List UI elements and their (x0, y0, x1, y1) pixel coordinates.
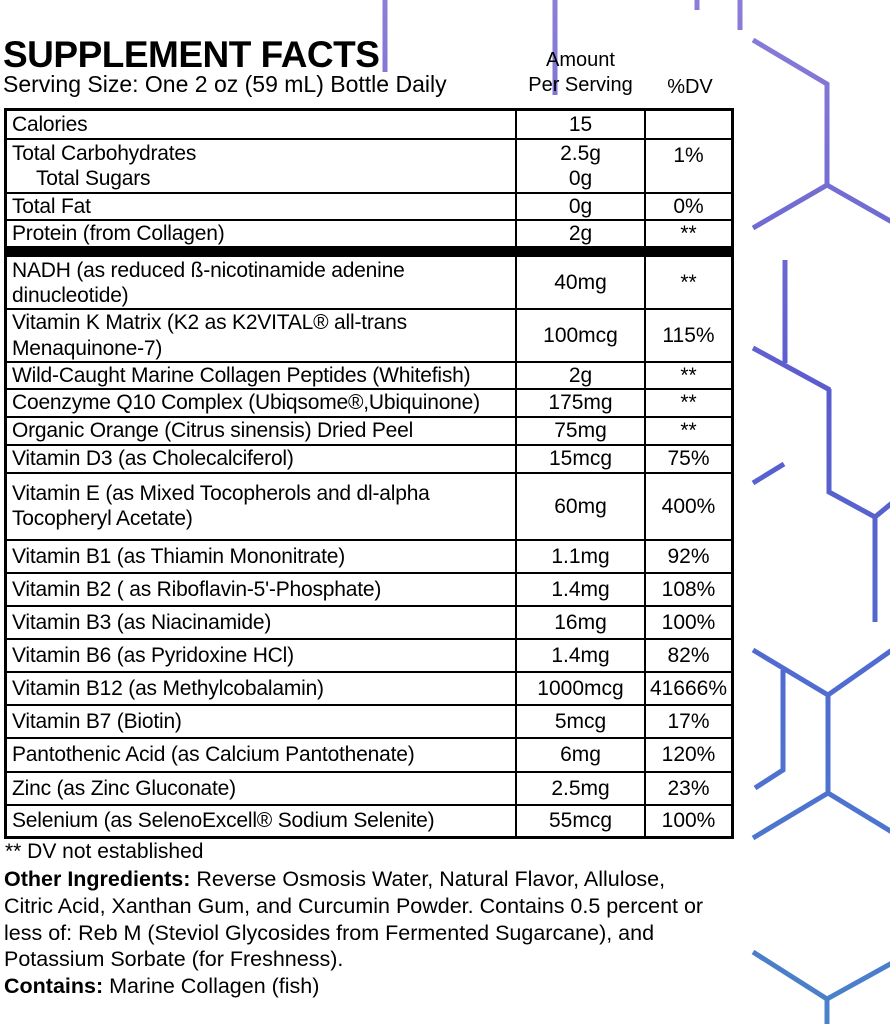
nutrient-amount: 2g (515, 221, 644, 246)
nutrient-name: Vitamin D3 (as Cholecalciferol) (12, 447, 294, 471)
nutrient-dv: 115% (644, 310, 731, 360)
nutrient-amount: 15 (515, 111, 644, 138)
nutrient-dv: ** (644, 363, 731, 388)
nutrient-amount: 60mg (515, 474, 644, 539)
nutrient-amount: 5mcg (515, 706, 644, 737)
nutrient-amount: 1000mcg (515, 673, 644, 704)
nutrient-dv: 108% (644, 574, 731, 605)
nutrient-name: Total Fat (12, 195, 91, 218)
allergen-statement (4, 973, 710, 1000)
nutrient-name: Pantothenic Acid (as Calcium Pantothenate) (12, 743, 415, 767)
table-row-coq10 (7, 388, 731, 416)
nutrient-amount: 15mcg (515, 446, 644, 472)
nutrient-amount: 100mcg (515, 310, 644, 360)
nutrient-amount: 40mg (515, 257, 644, 308)
table-row-nadh (7, 257, 731, 308)
nutrient-name: Coenzyme Q10 Complex (Ubiqsome®,Ubiquinone) (12, 391, 480, 415)
nutrient-amount: 1.1mg (515, 541, 644, 572)
nutrient-name: Vitamin K Matrix (K2 as K2VITAL® all-trans Menaquinone-7) (12, 311, 407, 360)
page-title: SUPPLEMENT FACTS (3, 34, 380, 75)
sub-nutrient-amount: 0g (568, 167, 593, 190)
table-row-pantothenic-acid (7, 737, 731, 771)
nutrient-name: Wild-Caught Marine Collagen Peptides (Whitefish) (12, 363, 471, 387)
nutrient-name: Vitamin B1 (as Thiamin Mononitrate) (12, 544, 346, 568)
nutrient-dv: ** (644, 390, 731, 416)
nutrient-amount: 2g (515, 363, 644, 388)
nutrient-name: Total Carbohydrates Total Sugars (7, 140, 515, 192)
nutrient-name: Calories (12, 112, 88, 136)
table-row-selenium (7, 804, 731, 836)
nutrient-dv: 100% (644, 607, 731, 638)
nutrient-amount: 75mg (515, 418, 644, 444)
serving-size: Serving Size: One 2 oz (59 mL) Bottle Daily (3, 71, 447, 97)
nutrient-dv (644, 111, 731, 138)
nutrient-name: Vitamin B3 (as Niacinamide) (12, 610, 272, 634)
nutrient-name: Organic Orange (Citrus sinensis) Dried Peel (12, 419, 414, 443)
table-row-protein (7, 219, 731, 246)
nutrient-name: Protein (from Collagen) (12, 222, 225, 246)
nutrient-dv: 23% (644, 773, 731, 804)
nutrient-name: Vitamin E (as Mixed Tocopherols and dl-alpha Tocopheryl Acetate) (12, 482, 430, 531)
nutrient-name: Selenium (as SelenoExcell® Sodium Selenite) (12, 809, 435, 833)
nutrient-dv: 0% (644, 194, 731, 219)
contains-text: Marine Collagen (fish) (103, 974, 320, 998)
table-row-calories (7, 111, 731, 138)
nutrient-dv: ** (644, 418, 731, 444)
nutrient-amount: 16mg (515, 607, 644, 638)
other-ingredients (4, 866, 710, 973)
contains-label: Contains: (4, 974, 104, 998)
nutrient-dv: 100% (644, 806, 731, 836)
table-row-vitamin-e (7, 472, 731, 539)
nutrient-name: Vitamin B12 (as Methylcobalamin) (12, 676, 324, 700)
table-row-orange-peel (7, 416, 731, 444)
dv-footnote: ** DV not established (5, 840, 204, 863)
nutrient-amount: 0g (515, 194, 644, 219)
table-row-vitamin-b7 (7, 704, 731, 737)
table-row-vitamin-k (7, 308, 731, 360)
section-divider (7, 246, 731, 257)
nutrient-amount: 2.5g 0g (515, 140, 644, 192)
nutrient-name: Vitamin B7 (Biotin) (12, 709, 182, 733)
nutrient-amount: 1.4mg (515, 640, 644, 671)
table-row-zinc (7, 771, 731, 804)
table-row-vitamin-d3 (7, 444, 731, 472)
nutrient-dv: 92% (644, 541, 731, 572)
nutrient-name: Vitamin B2 ( as Riboflavin-5'-Phosphate) (12, 577, 382, 601)
other-ingredients-label: Other Ingredients: (4, 867, 191, 891)
nutrient-amount: 2.5mg (515, 773, 644, 804)
nutrient-dv: 1% (644, 140, 731, 192)
nutrient-dv: 75% (644, 446, 731, 472)
nutrient-amount: 55mcg (515, 806, 644, 836)
table-row-vitamin-b12 (7, 671, 731, 704)
table-row-collagen (7, 361, 731, 388)
other-ingredients-text: Reverse Osmosis Water, Natural Flavor, Allulose, Citric Acid, Xanthan Gum, and Curcumin Powder. Contains 0.5 percent or less of: Reb M (Steviol Glycosides from Fermented Sugarcane), and Potassium Sorbate (for Freshness). (4, 867, 704, 972)
table-row-carbohydrates (7, 138, 731, 192)
sub-nutrient-name: Total Sugars (36, 167, 151, 190)
column-header-amount: Amount Per Serving (528, 49, 633, 96)
nutrient-dv: ** (644, 221, 731, 246)
nutrient-dv: 120% (644, 739, 731, 771)
nutrient-dv: 400% (644, 474, 731, 539)
nutrient-dv: 17% (644, 706, 731, 737)
table-row-vitamin-b6 (7, 638, 731, 671)
table-row-vitamin-b2 (7, 572, 731, 605)
supplement-facts-table (4, 108, 734, 839)
column-header-dv: %DV (667, 76, 713, 98)
nutrient-name: Vitamin B6 (as Pyridoxine HCl) (12, 643, 294, 667)
nutrient-name: Zinc (as Zinc Gluconate) (12, 776, 236, 800)
nutrient-amount: 1.4mg (515, 574, 644, 605)
table-row-vitamin-b3 (7, 605, 731, 638)
table-row-fat (7, 192, 731, 219)
nutrient-dv: 82% (644, 640, 731, 671)
nutrient-name: NADH (as reduced ß-nicotinamide adenine dinucleotide) (12, 258, 405, 307)
nutrient-amount: 175mg (515, 390, 644, 416)
nutrient-dv: 41666% (644, 673, 731, 704)
nutrient-dv: ** (644, 257, 731, 308)
table-row-vitamin-b1 (7, 539, 731, 572)
nutrient-amount: 6mg (515, 739, 644, 771)
